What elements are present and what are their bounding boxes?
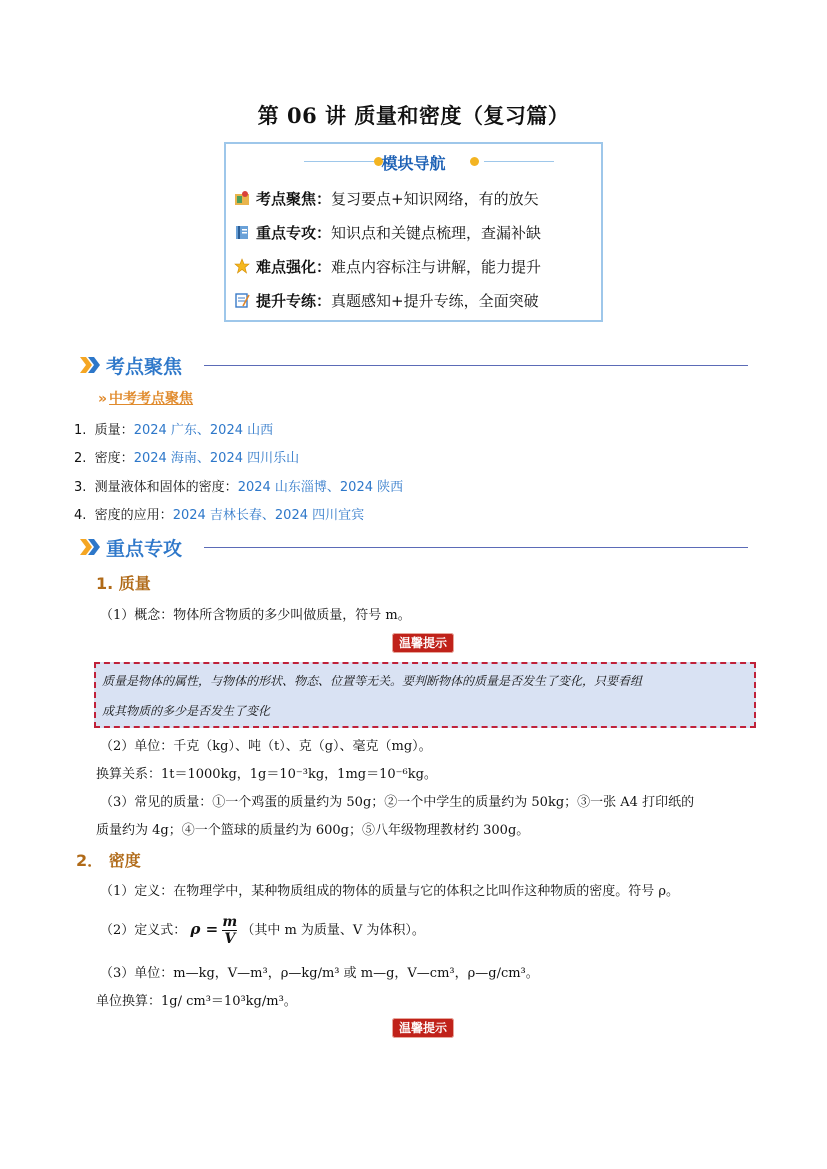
list-refs: 2024 海南、2024 四川乐山 <box>133 451 300 466</box>
section-title: 考点聚焦 <box>106 356 183 378</box>
arrow-icon: » <box>98 391 108 407</box>
subsection-title <box>98 388 193 408</box>
tip-box <box>94 662 756 728</box>
notepad-icon <box>234 292 250 308</box>
double-chevron-icon <box>80 357 102 373</box>
nav-item-label: 考点聚焦： <box>256 190 332 208</box>
nav-item-difficult <box>234 256 541 280</box>
heading-density: 2． 密度 <box>76 851 141 870</box>
list-refs: 2024 山东淄博、2024 陕西 <box>237 480 404 495</box>
nav-item-desc: 复习要点+知识网络，有的放矢 <box>331 190 539 208</box>
section-header-key <box>80 534 750 560</box>
nav-item-label: 重点专攻： <box>256 224 332 242</box>
list-number: 3. <box>74 480 87 495</box>
tip-badge: 温馨提示 <box>392 1018 454 1038</box>
list-item <box>74 447 299 466</box>
subsection-label: 中考考点聚焦 <box>109 391 194 407</box>
nav-item-desc: 真题感知+提升专练，全面突破 <box>331 292 539 310</box>
book-icon <box>234 224 250 240</box>
nav-item-focus <box>234 188 539 212</box>
list-item <box>74 476 403 495</box>
page-title: 第 06 讲 质量和密度（复习篇） <box>257 103 570 128</box>
nav-item-label: 提升专练： <box>256 292 332 310</box>
nav-item-key <box>234 222 541 246</box>
list-number: 2. <box>74 451 87 466</box>
tip-line: 质量是物体的属性，与物体的形状、物态、位置等无关。要判断物体的质量是否发生了变化，只要看组 <box>102 674 643 688</box>
nav-item-label: 难点强化： <box>256 258 332 276</box>
list-item <box>74 504 364 523</box>
formula-prefix: （2）定义式： <box>100 923 187 938</box>
module-nav-box <box>224 142 603 322</box>
module-nav-title: 模块导航 <box>381 154 446 173</box>
heading-mass: 1. 质量 <box>96 574 151 593</box>
density-conversion: 单位换算：1g/ cm³＝10³kg/m³。 <box>96 994 297 1009</box>
list-label: 密度的应用： <box>94 508 173 523</box>
tip-badge: 温馨提示 <box>392 633 454 653</box>
nav-item-desc: 知识点和关键点梳理，查漏补缺 <box>331 224 542 242</box>
double-chevron-icon <box>80 539 102 555</box>
formula-fraction <box>222 914 237 947</box>
formula-numerator: m <box>222 914 238 930</box>
list-label: 密度： <box>94 451 134 466</box>
density-units: （3）单位：m—kg，V—m³，ρ—kg/m³ 或 m—g，V—cm³，ρ—g/cm³。 <box>100 966 539 981</box>
formula-lhs: ρ = <box>190 920 219 938</box>
list-refs: 2024 吉林长春、2024 四川宜宾 <box>172 508 365 523</box>
density-formula-line <box>100 910 425 948</box>
nav-item-desc: 难点内容标注与讲解，能力提升 <box>331 258 542 276</box>
density-definition: （1）定义：在物理学中，某种物质组成的物体的质量与它的体积之比叫作这种物质的密度。符号 ρ。 <box>100 884 680 899</box>
formula-note: （其中 m 为质量、V 为体积）。 <box>241 923 425 938</box>
mass-unit: （2）单位：千克（kg）、吨（t）、克（g）、毫克（mg）。 <box>100 739 432 754</box>
nav-item-practice <box>234 290 539 314</box>
list-item <box>74 419 273 438</box>
map-icon <box>234 190 250 206</box>
section-rule <box>204 547 748 548</box>
section-rule <box>204 365 748 366</box>
mass-concept: （1）概念：物体所含物质的多少叫做质量，符号 m。 <box>100 608 411 623</box>
list-number: 1. <box>74 423 87 438</box>
formula-denominator: V <box>224 931 236 947</box>
mass-common-line2: 质量约为 4g；④一个篮球的质量约为 600g；⑤八年级物理教材约 300g。 <box>96 823 530 838</box>
section-header-focus <box>80 352 750 378</box>
tip-line: 成其物质的多少是否发生了变化 <box>102 704 271 718</box>
list-number: 4. <box>74 508 87 523</box>
section-title: 重点专攻 <box>106 538 183 560</box>
star-icon <box>234 258 250 274</box>
list-refs: 2024 广东、2024 山西 <box>133 423 274 438</box>
mass-common-line1: （3）常见的质量：①一个鸡蛋的质量约为 50g；②一个中学生的质量约为 50kg；③一张 A4 打印纸的 <box>100 795 695 810</box>
list-label: 质量： <box>94 423 134 438</box>
list-label: 测量液体和固体的密度： <box>94 480 238 495</box>
module-nav-header <box>226 150 601 174</box>
mass-conversion: 换算关系：1t＝1000kg，1g＝10⁻³kg，1mg＝10⁻⁶kg。 <box>96 767 437 782</box>
